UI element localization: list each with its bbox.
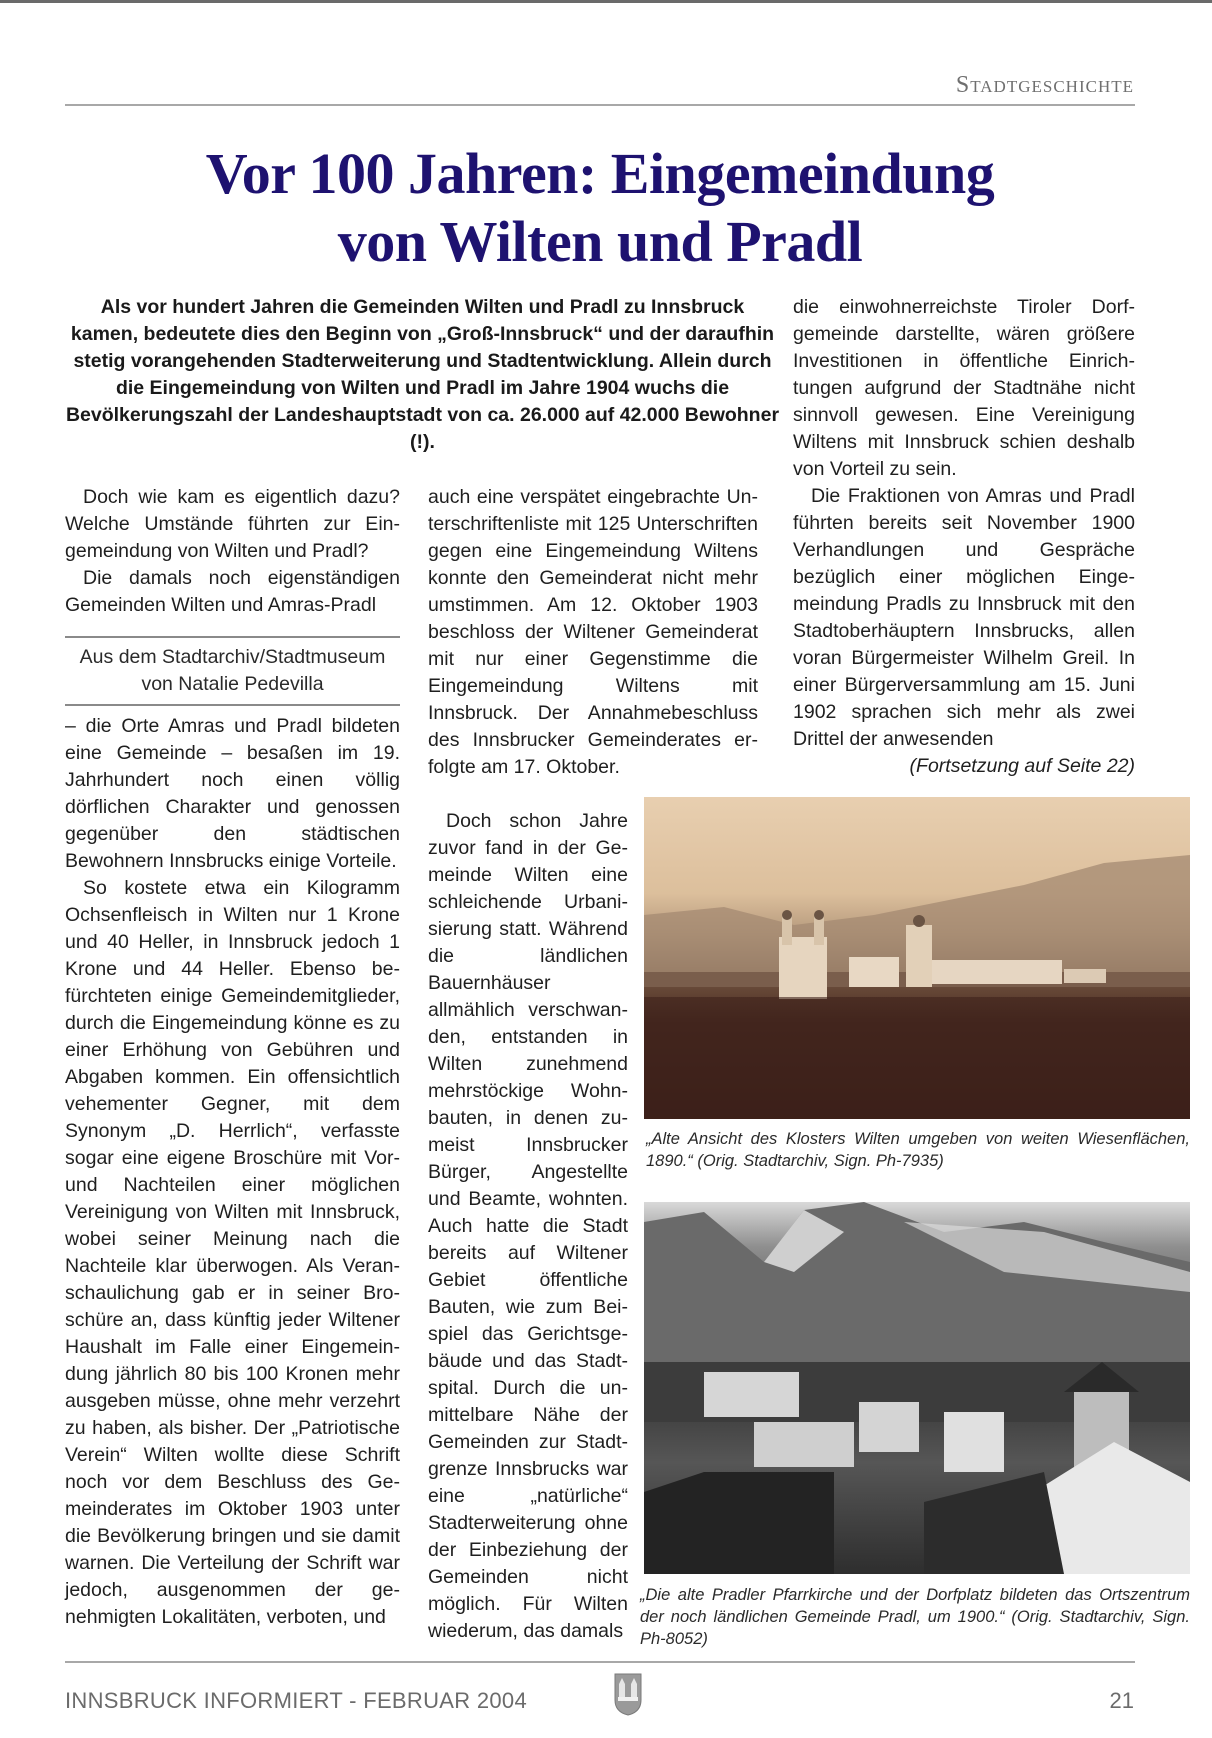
author-byline <box>65 636 400 706</box>
paragraph: Die Fraktionen von Amras und Pradl führten bereits seit November 1900 Verhandlungen und Gespräche bezüglich einer möglichen Eingemeindung Pradls zu Innsbruck mit den Stadtoberhäuptern Innsbrucks, allen voran Bürgermeister Wilhelm Greil. In einer Bürgerversammlung am 15. Juni 1902 sprachen sich mehr als zwei Drittel der anwesenden <box>793 485 1135 750</box>
paragraph: So kostete etwa ein Kilogramm Ochsenfleisch in Wilten nur 1 Krone und 40 Heller, in Innsbruck jedoch 1 Krone und 44 Heller. Ebenso befürchteten einige Gemeindemitglieder, durch die Eingemeindung könne es zu einer Erhöhung von Gebühren und Abgaben kommen. Ein offensichtlich vehementer Gegner, mit dem Synonym „D. Herrlich“, verfasste sogar eine eigene Broschüre mit Vor- und Nachteilen einer möglichen Vereinigung von Wilten mit Innsbruck, wobei seiner Meinung nach die Nachteile klar überwogen. Als Veranschaulichung gab er in seiner Broschüre an, dass künftig jeder Wiltener Haushalt im Falle einer Eingemeindung jährlich 80 bis 100 Kronen mehr ausgeben müsse, ohne mehr verzehrt zu haben, als bisher. Der „Patriotische Verein“ Wilten wollte diese Schrift noch vor dem Beschluss des Gemeinderates im Oktober 1903 unter die Bevölkerung bringen und sie damit warnen. Die Verteilung der Schrift war jedoch, ausgenommen der genehmigten Lokalitäten, verboten, und <box>65 877 400 1628</box>
continuation-note: (Fortsetzung auf Seite 22) <box>909 755 1135 777</box>
column-right <box>793 294 1135 780</box>
paragraph: Doch schon Jahre zuvor fand in der Gemeinde Wilten eine schleichende Urbanisierung statt. Während die ländlichen Bauernhäuser allmählich verschwanden, entstanden in Wilten zunehmend mehrstöckige Wohnbauten, in denen zumeist Innsbrucker Bürger, Angestellte und Beamte, wohnten. Auch hatte die Stadt bereits auf Wiltener Gebiet öffentliche Bauten, wie zum Beispiel das Gerichtsgebäude und das Stadtspital. Durch die unmittelbare Nähe der Gemeinden zur Stadtgrenze Innsbrucks war eine „natürliche“ Stadterweiterung ohne der Einbeziehung der Gemeinden nicht möglich. Für Wilten wiederum, das damals <box>428 810 628 1642</box>
article-title <box>65 140 1135 276</box>
bw-village-image <box>644 1202 1190 1574</box>
title-line-2: von Wilten und Pradl <box>337 209 863 274</box>
byline-author: von Natalie Pedevilla <box>141 673 324 695</box>
byline-source: Aus dem Stadtarchiv/Stadtmuseum <box>79 646 386 668</box>
column-middle-bottom <box>428 808 628 1645</box>
article-lead: Als vor hundert Jahren die Gemeinden Wilten und Pradl zu Innsbruck kamen, bedeutete dies den Beginn von „Groß-Innsbruck“ und der daraufhin stetig vorangehenden Stadterweiterung und Stadtentwicklung. Allein durch die Eingemeindung von Wilten und Pradl im Jahre 1904 wuchs die Bevölkerungszahl der Landeshauptstadt von ca. 26.000 auf 42.000 Bewohner (!). <box>65 296 780 453</box>
paragraph: – die Orte Amras und Pradl bildeten eine Gemeinde – besaßen im 19. Jahrhundert noch einen völlig dörflichen Charakter und genossen gegenüber den städtischen Bewohnern Innsbrucks einige Vorteile. <box>65 715 400 872</box>
photo-kloster-wilten <box>644 797 1190 1119</box>
paragraph: auch eine verspätet eingebrachte Unterschriftenliste mit 125 Unterschriften gegen eine Eingemeindung Wiltens konnte den Gemeinderat nicht mehr umstimmen. Am 12. Oktober 1903 beschloss der Wiltener Gemeinderat mit nur einer Gegenstimme die Eingemeindung Wiltens mit Innsbruck. Der Annahmebeschluss des Innsbrucker Gemeinderates erfolgte am 17. Oktober. <box>428 486 758 778</box>
photo-caption-1: „Alte Ansicht des Klosters Wilten umgeben von weiten Wiesenflächen, 1890.“ (Orig. Stadtarchiv, Sign. Ph-7935) <box>646 1130 1190 1170</box>
column-left-bottom <box>65 713 400 1631</box>
page-top-edge <box>0 0 1212 3</box>
paragraph: die einwohnerreichste Tiroler Dorfgemeinde darstellte, wären größere Investitionen in öffentliche Einrichtungen aufgrund der Stadtnähe nicht sinnvoll gewesen. Eine Vereinigung Wiltens mit Innsbruck schien deshalb von Vorteil zu sein. <box>793 296 1135 480</box>
header-rule <box>65 104 1135 106</box>
photo-caption-2: „Die alte Pradler Pfarrkirche und der Dorfplatz bildeten das Ortszentrum der noch ländlichen Gemeinde Pradl, um 1900.“ (Orig. Stadtarchiv, Sign. Ph-8052) <box>640 1586 1190 1648</box>
title-line-1: Vor 100 Jahren: Eingemeindung <box>205 141 995 206</box>
column-left-top <box>65 484 400 619</box>
footer-rule <box>65 1661 1135 1663</box>
sepia-landscape-image <box>644 797 1190 1119</box>
coat-of-arms-icon <box>614 1670 642 1716</box>
paragraph: Die damals noch eigenständigen Gemeinden Wilten und Amras-Pradl <box>65 567 400 616</box>
photo-pradl-church <box>644 1202 1190 1574</box>
publication-name: INNSBRUCK INFORMIERT - FEBRUAR 2004 <box>65 1688 527 1713</box>
page-number: 21 <box>1109 1688 1134 1713</box>
column-middle-top <box>428 484 758 781</box>
section-label: Stadtgeschichte <box>955 72 1134 98</box>
paragraph: Doch wie kam es eigentlich dazu? Welche Umstände führten zur Eingemeindung von Wilten und Pradl? <box>65 486 400 562</box>
